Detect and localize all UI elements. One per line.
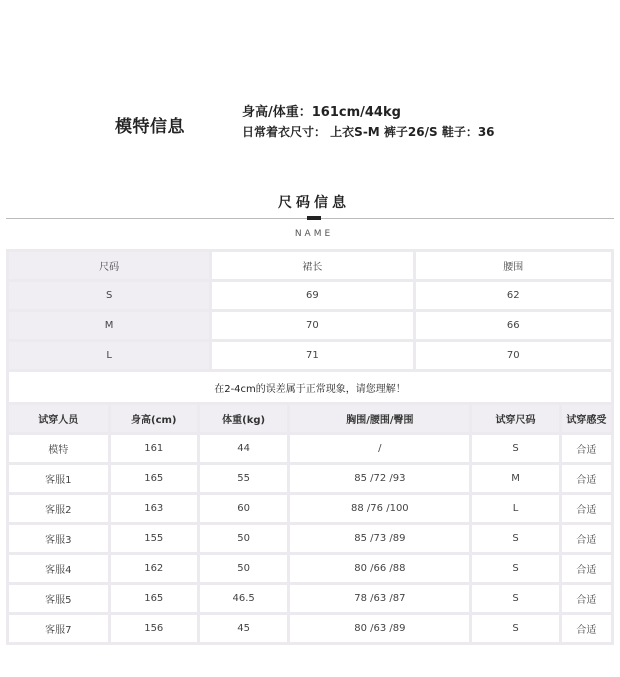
tryon-header-cell: 试穿感受 [562, 405, 611, 432]
size-row [9, 282, 611, 309]
size-cell: L [9, 342, 209, 369]
tryon-cell: 客服4 [9, 555, 108, 582]
tryon-header-cell: 试穿尺码 [472, 405, 558, 432]
size-table-header [9, 252, 611, 279]
tryon-cell: 客服1 [9, 465, 108, 492]
tryon-cell: 155 [111, 525, 197, 552]
tryon-cell: 165 [111, 465, 197, 492]
tryon-cell: 50 [200, 555, 287, 582]
size-cell: 70 [416, 342, 612, 369]
tryon-cell: S [472, 555, 558, 582]
tryon-cell: S [472, 615, 558, 642]
tryon-row [9, 585, 611, 612]
size-cell: 69 [212, 282, 412, 309]
tryon-cell: 60 [200, 495, 287, 522]
model-daily-sizes: 日常着衣尺寸： 上衣S-M 裤子26/S 鞋子：36 [242, 125, 495, 139]
tryon-cell: S [472, 585, 558, 612]
tryon-cell: 165 [111, 585, 197, 612]
tryon-row [9, 495, 611, 522]
size-note: 在2-4cm的误差属于正常现象，请您理解！ [9, 372, 611, 402]
tryon-cell: 161 [111, 435, 197, 462]
tryon-cell: 客服5 [9, 585, 108, 612]
tryon-cell: 合适 [562, 555, 611, 582]
tryon-cell: 85 /73 /89 [290, 525, 469, 552]
tryon-row [9, 615, 611, 642]
model-height-weight: 身高/体重：161cm/44kg [242, 105, 401, 120]
tryon-header-cell: 试穿人员 [9, 405, 108, 432]
tryon-row [9, 525, 611, 552]
model-info-title: 模特信息 [115, 117, 185, 137]
size-header-cell: 尺码 [9, 252, 209, 279]
tryon-cell: 客服3 [9, 525, 108, 552]
tryon-cell: 45 [200, 615, 287, 642]
tryon-cell: 80 /63 /89 [290, 615, 469, 642]
tryon-cell: 80 /66 /88 [290, 555, 469, 582]
tryon-cell: 合适 [562, 465, 611, 492]
size-cell: 66 [416, 312, 612, 339]
title-accent-bar [307, 216, 321, 220]
size-cell: 71 [212, 342, 412, 369]
size-cell: S [9, 282, 209, 309]
size-cell: 62 [416, 282, 612, 309]
tryon-cell: S [472, 525, 558, 552]
size-note-row [9, 372, 611, 402]
tryon-cell: 156 [111, 615, 197, 642]
tryon-cell: 162 [111, 555, 197, 582]
tryon-cell: 合适 [562, 495, 611, 522]
tryon-cell: 163 [111, 495, 197, 522]
tryon-cell: 模特 [9, 435, 108, 462]
size-cell: 70 [212, 312, 412, 339]
tryon-cell: 78 /63 /87 [290, 585, 469, 612]
tryon-cell: 合适 [562, 435, 611, 462]
tryon-cell: 客服2 [9, 495, 108, 522]
tryon-cell: 合适 [562, 525, 611, 552]
tryon-cell: 44 [200, 435, 287, 462]
size-header-cell: 腰围 [416, 252, 612, 279]
tryon-row [9, 555, 611, 582]
size-header-cell: 裙长 [212, 252, 412, 279]
tryon-cell: 合适 [562, 585, 611, 612]
tryon-cell: L [472, 495, 558, 522]
tryon-header-cell: 胸围/腰围/臀围 [290, 405, 469, 432]
size-info-title: 尺码信息 [278, 195, 350, 211]
tryon-header-cell: 体重(kg) [200, 405, 287, 432]
tryon-cell: 55 [200, 465, 287, 492]
size-row [9, 342, 611, 369]
tryon-cell: 客服7 [9, 615, 108, 642]
tryon-row [9, 465, 611, 492]
tryon-cell: / [290, 435, 469, 462]
tryon-cell: 50 [200, 525, 287, 552]
tryon-cell: M [472, 465, 558, 492]
tryon-table-header [9, 405, 611, 432]
tryon-header-cell: 身高(cm) [111, 405, 197, 432]
tryon-cell: 88 /76 /100 [290, 495, 469, 522]
tryon-cell: 85 /72 /93 [290, 465, 469, 492]
size-table [6, 249, 614, 405]
tryon-row [9, 435, 611, 462]
tryon-cell: S [472, 435, 558, 462]
tryon-table [6, 402, 614, 645]
size-info-subtitle: NAME [294, 229, 334, 239]
tryon-cell: 合适 [562, 615, 611, 642]
tryon-cell: 46.5 [200, 585, 287, 612]
size-row [9, 312, 611, 339]
size-cell: M [9, 312, 209, 339]
